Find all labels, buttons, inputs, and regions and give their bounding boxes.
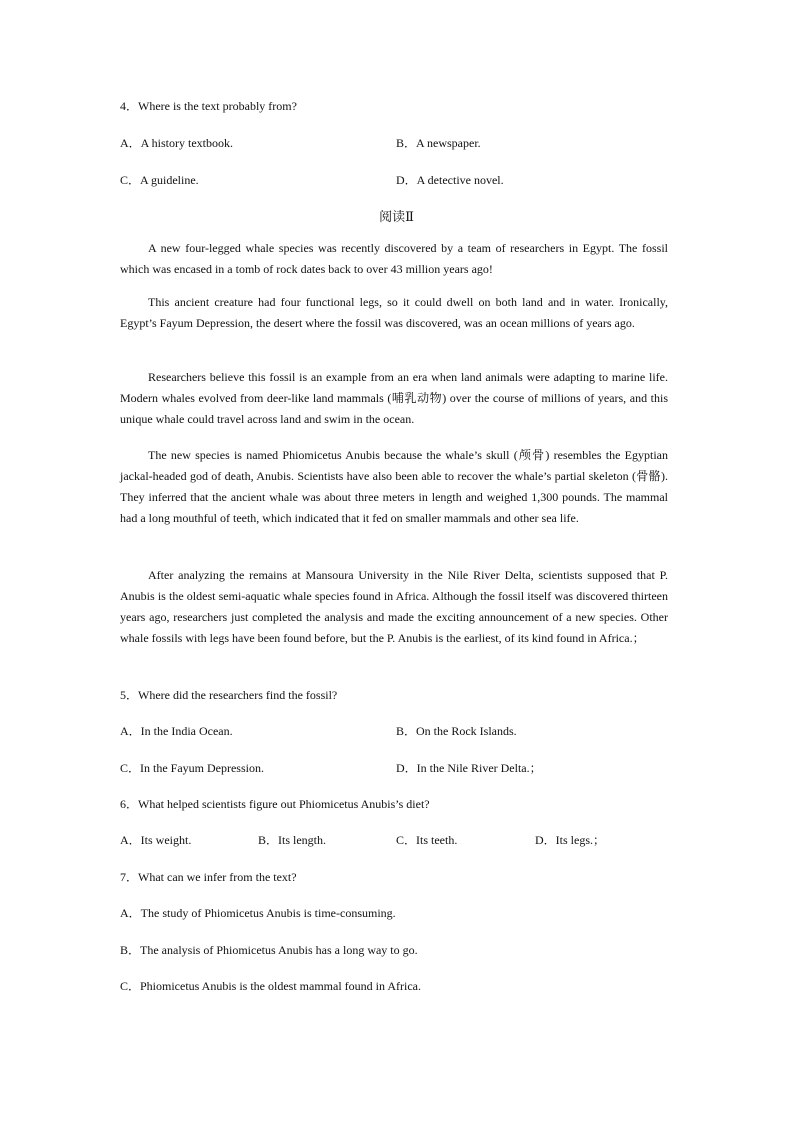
- q6-option-c: C．Its teeth.: [396, 833, 458, 847]
- section-title: 阅读Ⅱ: [379, 209, 414, 224]
- q6-option-d: D．Its legs.；: [535, 833, 605, 847]
- passage-paragraph-2: [120, 292, 668, 334]
- q5-option-d: D．In the Nile River Delta.；: [396, 761, 542, 775]
- paragraph-text: A new four-legged whale species was recently discovered by a team of researchers in Egypt. The fossil which was encased in a tomb of rock dates back to over 43 million years ago!: [120, 241, 668, 276]
- q5-option-c: C．In the Fayum Depression.: [120, 761, 264, 775]
- paragraph-text: The new species is named Phiomicetus Anubis because the whale’s skull (颅骨) resembles the Egyptian jackal-headed god of death, Anubis. Scientists have also been able to recover the whale’s partial skeleton (骨骼). They inferred that the ancient whale was about three meters in length and weighed 1,300 pounds. The mammal had a long mouthful of teeth, which indicated that it fed on smaller mammals and other sea life.: [120, 448, 668, 525]
- question-6: 6．What helped scientists figure out Phiomicetus Anubis’s diet?: [120, 797, 430, 811]
- q7-option-c: C．Phiomicetus Anubis is the oldest mammal found in Africa.: [120, 979, 421, 993]
- question-7: 7．What can we infer from the text?: [120, 870, 297, 884]
- question-5: 5．Where did the researchers find the fossil?: [120, 688, 338, 702]
- paragraph-text: Researchers believe this fossil is an example from an era when land animals were adapting to marine life. Modern whales evolved from deer-like land mammals (哺乳动物) over the course of millions of years, and this unique whale could travel across land and swim in the ocean.: [120, 370, 668, 426]
- paragraph-text: After analyzing the remains at Mansoura University in the Nile River Delta, scientists supposed that P. Anubis is the oldest semi-aquatic whale species found in Africa. Although the fossil itself was discovered thirteen years ago, researchers just completed the analysis and made the exciting announcement of a new species. Other whale fossils with legs have been found before, but the P. Anubis is the earliest, of its kind found in Africa.；: [120, 568, 668, 645]
- q7-option-a: A．The study of Phiomicetus Anubis is time-consuming.: [120, 906, 396, 920]
- passage-paragraph-1: [120, 238, 668, 280]
- q7-option-b: B．The analysis of Phiomicetus Anubis has a long way to go.: [120, 943, 418, 957]
- q4-option-b: B．A newspaper.: [396, 136, 481, 150]
- question-4: 4．Where is the text probably from?: [120, 99, 297, 113]
- q5-option-a: A．In the India Ocean.: [120, 724, 233, 738]
- passage-paragraph-5: [120, 565, 668, 649]
- q4-option-c: C．A guideline.: [120, 173, 199, 187]
- q6-option-b: B．Its length.: [258, 833, 326, 847]
- passage-paragraph-3: [120, 367, 668, 430]
- q6-option-a: A．Its weight.: [120, 833, 192, 847]
- q5-option-b: B．On the Rock Islands.: [396, 724, 517, 738]
- q4-option-d: D．A detective novel.: [396, 173, 504, 187]
- passage-paragraph-4: [120, 445, 668, 529]
- q4-option-a: A．A history textbook.: [120, 136, 233, 150]
- paragraph-text: This ancient creature had four functional legs, so it could dwell on both land and in water. Ironically, Egypt’s Fayum Depression, the desert where the fossil was discovered, was an ocean millions of years ago.: [120, 295, 668, 330]
